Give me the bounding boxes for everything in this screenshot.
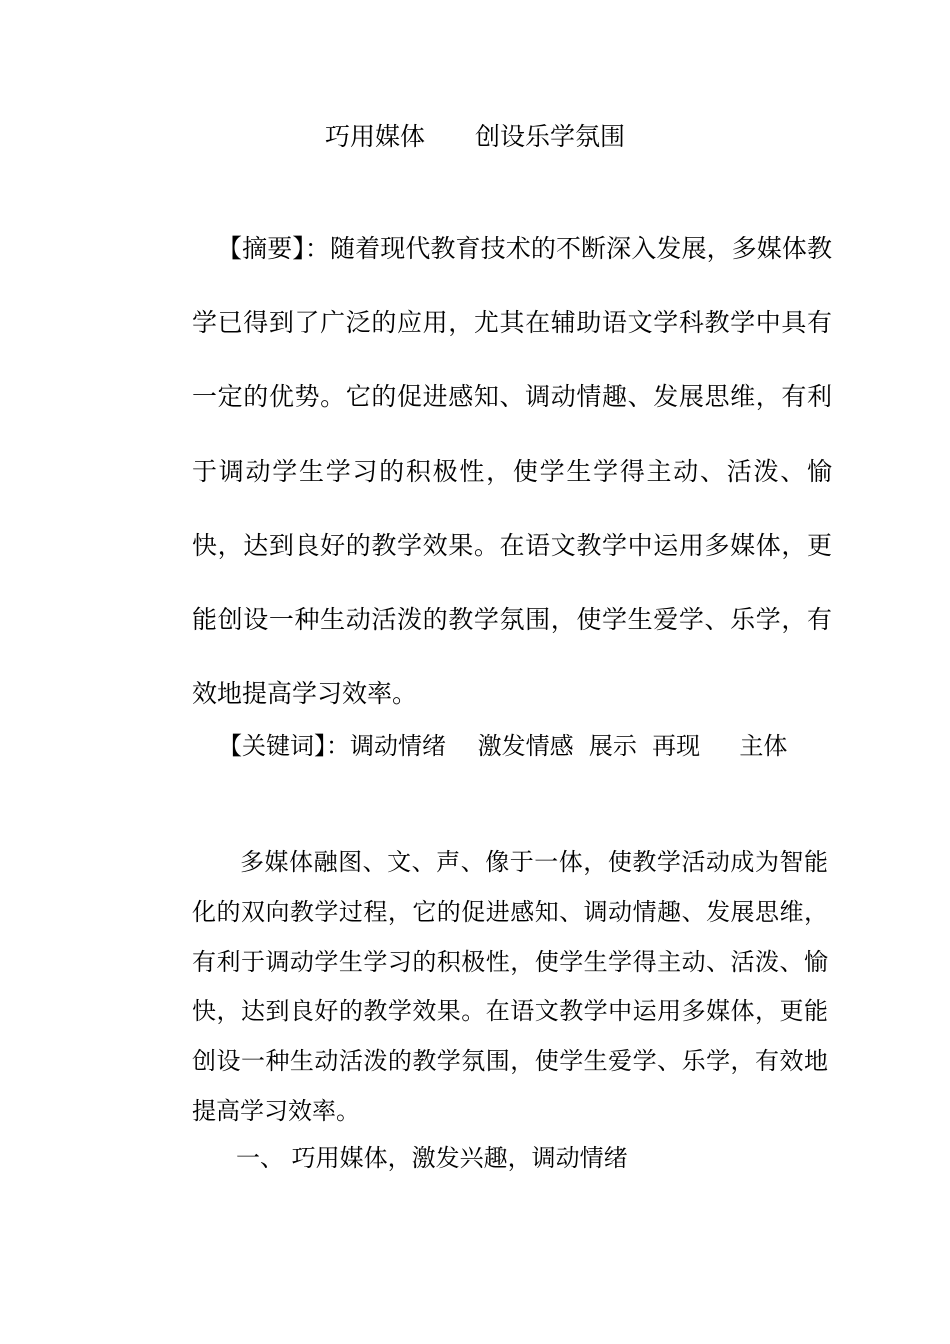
keywords-text: ：调动情绪 激发情感 展示 再现 主体 xyxy=(326,732,788,760)
page-title: 巧用媒体 创设乐学氛围 xyxy=(324,122,625,151)
abstract-text: ：随着现代教育技术的不断深入发展，多媒体教学已得到了广泛的应用，尤其在辅助语文学科教学中具有一定的优势。它的促进感知、调动情趣、发展思维，有利于调动学生学习的积极性，使学生学得主动、活泼、愉快，达到良好的教学效果。在语文教学中运用多媒体，更能创设一种生动活泼的教学氛围，使学生爱学、乐学，有效地提高学习效率。 xyxy=(192,234,832,709)
section-heading: 一、 巧用媒体，激发兴趣，调动情绪 xyxy=(236,1144,628,1172)
keywords-line xyxy=(218,728,838,764)
abstract-paragraph xyxy=(192,212,832,731)
keywords-label: 【关键词】 xyxy=(218,732,326,760)
abstract-label: 【摘要】 xyxy=(217,234,305,263)
body-paragraph: 多媒体融图、文、声、像于一体，使教学活动成为智能化的双向教学过程，它的促进感知、调动情趣、发展思维，有利于调动学生学习的积极性，使学生学得主动、活泼、愉快，达到良好的教学效果。在语文教学中运用多媒体，更能创设一种生动活泼的教学氛围，使学生爱学、乐学，有效地提高学习效率。 xyxy=(192,848,828,1125)
